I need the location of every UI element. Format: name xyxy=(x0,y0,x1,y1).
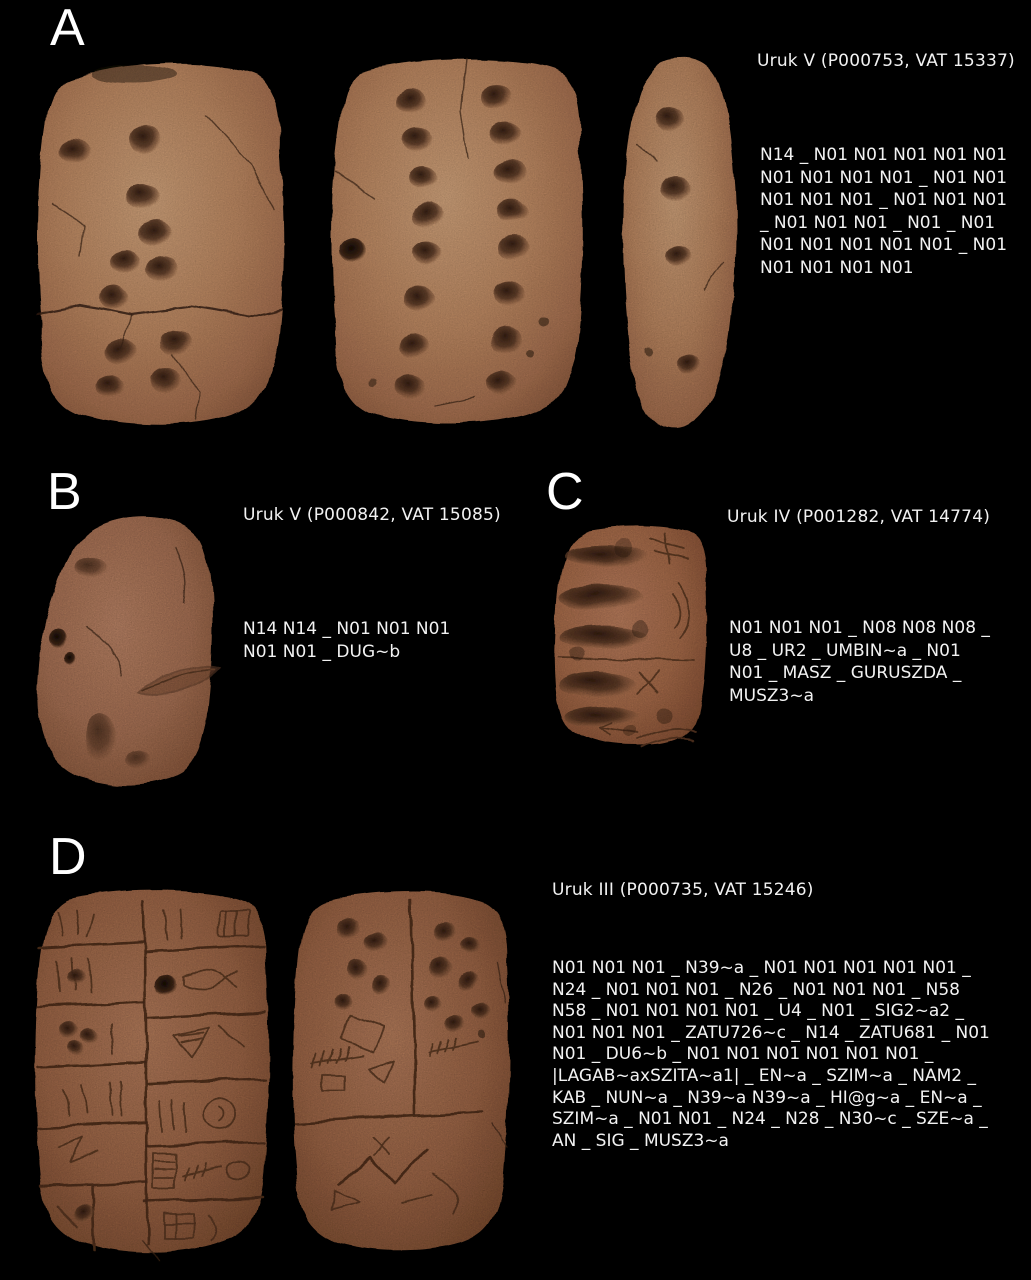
transliteration-line: N01 N01 N01 _ N08 N08 N08 _ xyxy=(729,618,990,638)
panel-b-transliteration xyxy=(243,618,450,663)
tablet-photo-c-obverse xyxy=(542,520,714,752)
transliteration-line: N01 N01 _ DUG~b xyxy=(243,641,401,662)
panel-c-label: C xyxy=(546,463,584,521)
transliteration-line: N01 _ MASZ _ GURUSZDA _ xyxy=(729,663,962,683)
tablet-photo-b-obverse xyxy=(26,506,244,796)
transliteration-line: MUSZ3~a xyxy=(729,685,815,706)
transliteration-line: N14 _ N01 N01 N01 N01 N01 xyxy=(760,145,1008,165)
panel-d-label: D xyxy=(49,828,87,886)
transliteration-line: N24 _ N01 N01 N01 _ N26 _ N01 N01 N01 _ N58 xyxy=(552,979,960,1000)
transliteration-line: U8 _ UR2 _ UMBIN~a _ N01 xyxy=(729,640,961,661)
tablet-photo-a-reverse xyxy=(314,53,604,433)
tablet-photo-d-obverse xyxy=(24,884,272,1266)
panel-b-label: B xyxy=(47,463,82,521)
transliteration-line: KAB _ NUN~a _ N39~a N39~a _ HI@g~a _ EN~a _ xyxy=(552,1087,982,1108)
transliteration-line: SZIM~a _ N01 N01 _ N24 _ N28 _ N30~c _ SZE~a _ xyxy=(552,1109,988,1130)
panel-d-transliteration xyxy=(552,958,990,1152)
panel-a-caption: Uruk V (P000753, VAT 15337) xyxy=(757,51,1015,71)
panel-a-label: A xyxy=(50,0,85,57)
transliteration-line: N58 _ N01 N01 N01 N01 _ U4 _ N01 _ SIG2~a2 _ xyxy=(552,1001,964,1022)
transliteration-line: N01 N01 N01 _ ZATU726~c _ N14 _ ZATU681 _ N01 xyxy=(552,1022,990,1043)
transliteration-line: N01 N01 N01 _ N39~a _ N01 N01 N01 N01 N01 _ xyxy=(552,958,971,978)
panel-c-transliteration xyxy=(729,617,990,707)
transliteration-line: N01 N01 N01 N01 N01 _ N01 xyxy=(760,235,1008,255)
panel-a-transliteration xyxy=(760,144,1007,279)
transliteration-line: AN _ SIG _ MUSZ3~a xyxy=(552,1130,729,1151)
panel-c-caption: Uruk IV (P001282, VAT 14774) xyxy=(727,507,991,527)
transliteration-line: N01 _ DU6~b _ N01 N01 N01 N01 N01 N01 _ xyxy=(552,1044,934,1065)
panel-d-caption: Uruk III (P000735, VAT 15246) xyxy=(552,880,814,900)
transliteration-line: N01 N01 N01 _ N01 N01 N01 xyxy=(760,190,1008,210)
tablet-photo-a-side-edge xyxy=(608,52,748,440)
panel-b-caption: Uruk V (P000842, VAT 15085) xyxy=(243,505,501,525)
transliteration-line: |LAGAB~axSZITA~a1| _ EN~a _ SZIM~a _ NAM2 _ xyxy=(552,1065,977,1086)
transliteration-line: N14 N14 _ N01 N01 N01 xyxy=(243,619,451,639)
transliteration-line: N01 N01 N01 N01 xyxy=(760,257,914,278)
tablet-photo-a-obverse xyxy=(24,55,294,430)
tablet-photo-d-reverse xyxy=(283,884,519,1258)
transliteration-line: N01 N01 N01 N01 _ N01 N01 xyxy=(760,167,1008,188)
transliteration-line: _ N01 N01 N01 _ N01 _ N01 xyxy=(760,212,996,233)
